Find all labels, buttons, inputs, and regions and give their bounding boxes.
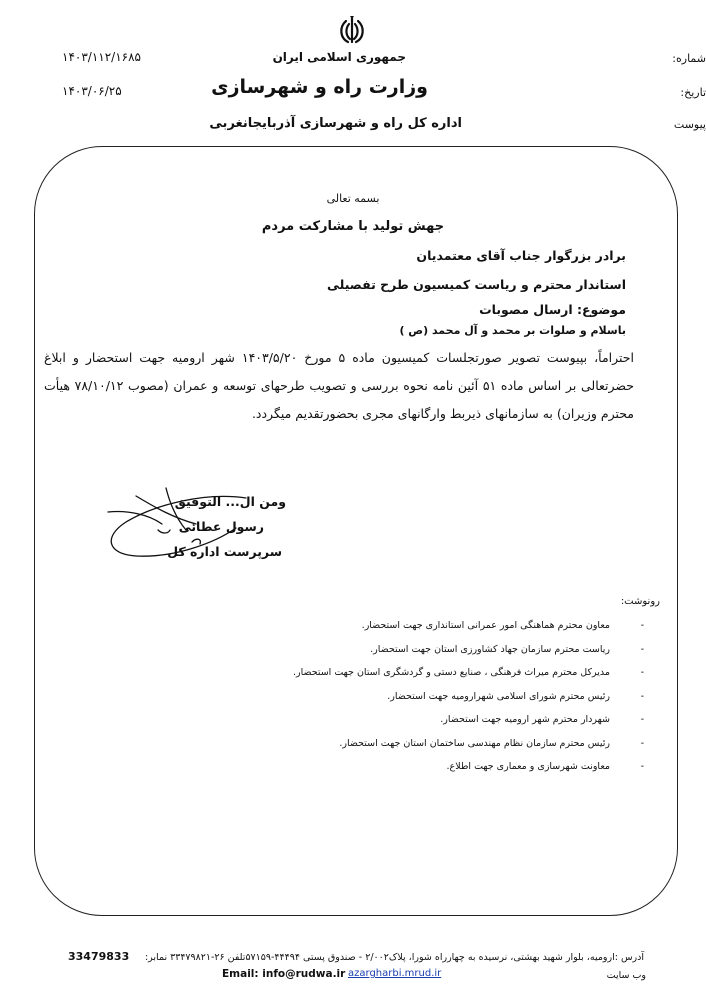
footer-address: آدرس :ارومیه، بلوار شهید بهشتی، نرسیده به چهارراه شورا، پلاک۲/۰۰۲ - صندوق پستی ۴۴۴۹۴-۵۷۱۵۹تلفن ۲۶-۳۳۴۷۹۸۲۱ نمابر: [144,952,644,963]
list-item: - شهردار محترم شهر ارومیه جهت استحضار. [440,714,644,725]
date-label: تاریخ: [680,86,706,99]
list-item: - رئیس محترم شورای اسلامی شهرارومیه جهت استحضار. [387,690,644,702]
salutation: باسلام و صلوات بر محمد و آل محمد (ص ) [399,324,626,337]
slogan: جهش تولید با مشارکت مردم [261,219,445,234]
list-item: - ریاست محترم سازمان جهاد کشاورزی استان جهت استحضار. [370,643,644,655]
list-item: - مدیرکل محترم میراث فرهنگی ، صنایع دستی و گردشگری استان جهت استحضار. [292,667,644,678]
ministry-title: وزارت راه و شهرسازی [211,76,428,98]
closing-phrase: ومن ال... التوفیق [174,494,286,509]
letter-body: احتراماً، بپیوست تصویر صورتجلسات کمیسیون ماده ۵ مورخ ۱۴۰۳/۵/۲۰ شهر ارومیه جهت استحضار و ابلاغ حضرتعالی بر اساس ماده ۵۱ آئین نامه نحوه بررسی و تصویب طرحهای توسعه و عمران (مصوب ۷۸/۱۰/۱۲ هیأت محترم وزیران) به سازمانهای ذیربط وارگانهای مجری بحضورتقدیم میگردد. [44,350,634,421]
copies-title: رونوشت: [620,596,660,607]
website-link[interactable]: azargharbi.mrud.ir [348,968,442,979]
list-item: - معاونت شهرسازی و معماری جهت اطلاع. [446,761,644,772]
signer-name: رسول عطائی [178,519,264,534]
letter-date: ۱۴۰۳/۰۶/۲۵ [62,84,122,98]
letter-subject: موضوع: ارسال مصوبات [479,302,626,317]
iran-emblem-icon [334,14,370,48]
footer-email[interactable]: Email: info@rudwa.ir [222,968,346,980]
list-item: - رئیس محترم سازمان نظام مهندسی ساختمان استان جهت استحضار. [339,737,644,749]
attachment-label: پیوست [673,118,706,131]
footer-website-label: وب سایت [606,970,646,981]
copies-list [224,614,644,779]
bismillah: بسمه تعالی [326,192,380,205]
letter-number: ۱۴۰۳/۱۱۲/۱۶۸۵ [62,50,141,64]
signer-title: سرپرست اداره کل [167,544,282,559]
recipient-name: برادر بزرگوار جناب آقای معتمدیان [416,248,626,263]
list-item: - معاون محترم هماهنگی امور عمرانی استانداری جهت استحضار. [361,620,644,631]
republic-title: جمهوری اسلامی ایران [272,50,406,64]
recipient-title: استاندار محترم و ریاست کمیسیون طرح تفصیلی [326,277,626,292]
department-title: اداره کل راه و شهرسازی آذربایجانغربی [209,116,462,131]
number-label: شماره: [672,52,706,65]
footer-fax: 33479833 [68,950,130,963]
